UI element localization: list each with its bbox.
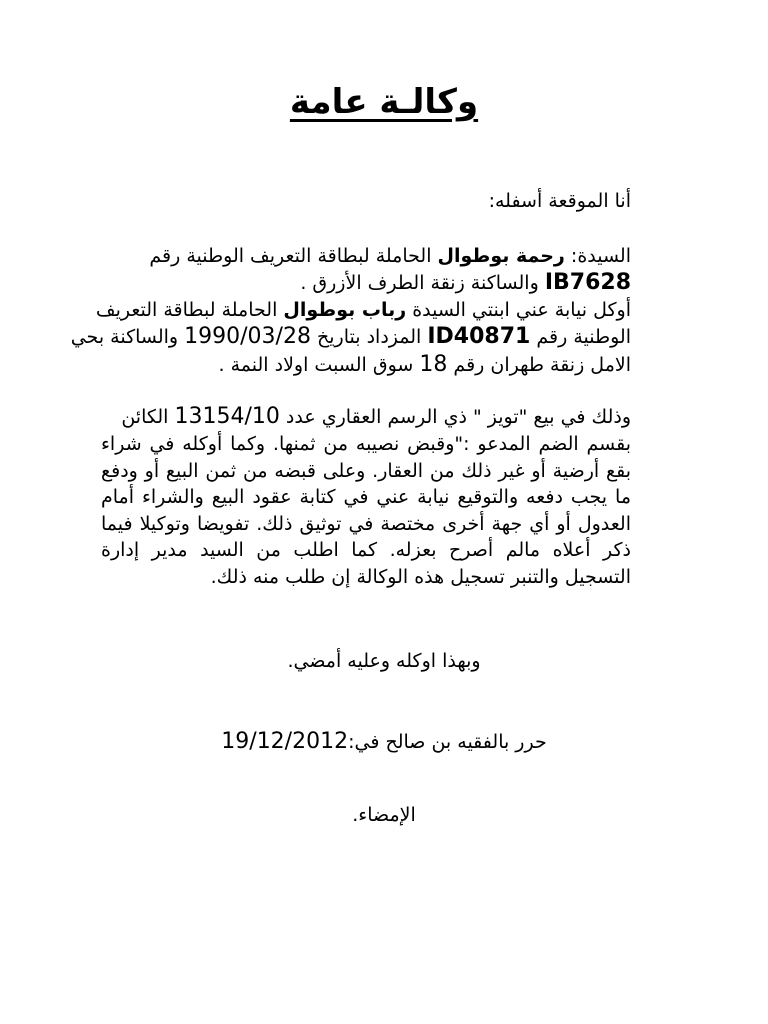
p2-l3-num: 18: [419, 352, 448, 377]
principal-name: رحمة بوطوال: [437, 245, 565, 267]
p2-l2-c: والساكنة بحي: [70, 326, 185, 348]
written-label: حرر بالفقيه بن صالح في:: [348, 731, 547, 753]
principal-id: IB7628: [544, 270, 631, 295]
p2-l2-a: الوطنية رقم: [530, 326, 631, 348]
p3-l1-a: وذلك في بيع "تويز " ذي الرسم العقاري عدد: [279, 406, 631, 428]
p1-line-2: [300, 270, 631, 296]
p3-line-1: [121, 404, 631, 430]
p2-l1-a: أوكل نيابة عني ابنتي السيدة: [406, 299, 631, 321]
p2-line-1: [96, 297, 631, 323]
p2-line-3: [219, 352, 631, 378]
p2-l3-a: الامل زنقة طهران رقم: [447, 354, 631, 376]
p3-body: بقسم الضم المدعو :"وقبض نصيبه من ثمنها. وكما أوكله في شراء بقع أرضية أو غير ذلك من العقار. وعلى قبضه من ثمن البيع أو ودفع ما يجب دفعه والتوقيع نيابة عني في كتابة عقود البيع والشراء أمام العدول أو أي جهة أخرى مختصة في توثيق ذلك. تفويضا وتوكيلا فيما ذكر أعلاه مالم أصرح بعزله. كما اطلب من السيد مدير إدارة التسجيل والتنبر تسجيل هذه الوكالة إن طلب منه ذلك.: [101, 433, 631, 588]
closing-line: وبهذا اوكله وعليه أمضي.: [287, 650, 481, 672]
agent-id: ID40871: [427, 324, 531, 349]
p2-line-2: [71, 324, 631, 350]
property-number: 13154/10: [174, 404, 280, 429]
p2-l3-b: سوق السبت اولاد النمة .: [218, 354, 420, 376]
p1-line1-rest: الحاملة لبطاقة التعريف الوطنية رقم: [149, 245, 438, 267]
agent-name: رباب بوطوال: [283, 299, 407, 321]
intro-line: أنا الموقعة أسفله:: [488, 190, 631, 212]
p1-line2-rest: والساكنة زنقة الطرف الأزرق .: [300, 272, 545, 294]
written-date: 19/12/2012: [221, 729, 349, 754]
signature-label: الإمضاء.: [352, 804, 416, 826]
document-title: وكالـة عامة: [289, 82, 479, 122]
p1-line-1: [149, 243, 631, 269]
agent-birth-date: 1990/03/28: [184, 324, 311, 349]
p1-prefix: السيدة:: [564, 245, 631, 267]
p2-l2-b: المزداد بتاريخ: [317, 326, 428, 348]
written-line: [0, 729, 768, 755]
p2-l1-b: الحاملة لبطاقة التعريف: [95, 299, 284, 321]
p3-l1-b: الكائن: [121, 406, 175, 428]
